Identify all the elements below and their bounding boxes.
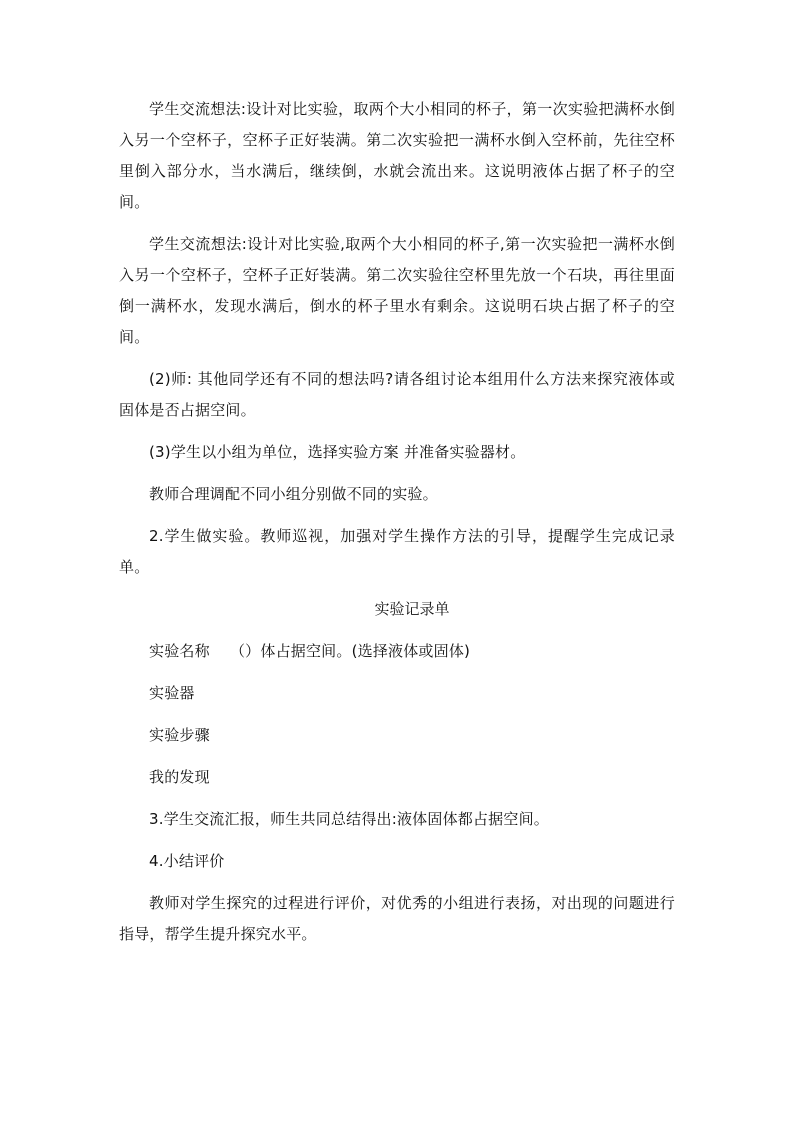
paragraph-summary: 3.学生交流汇报，师生共同总结得出:液体固体都占据空间。	[149, 810, 549, 828]
paragraph-teacher-allocation: 教师合理调配不同小组分别做不同的实验。	[149, 485, 438, 503]
paragraph-evaluation-heading: 4.小结评价	[149, 852, 225, 870]
record-sheet-findings-row: 我的发现	[149, 768, 210, 786]
paragraph-teacher-question: (2)师: 其他同学还有不同的想法吗?请各组讨论本组用什么方法来探究液体或固体是否占据空间。	[119, 370, 675, 419]
paragraph-liquid-experiment: 学生交流想法:设计对比实验，取两个大小相同的杯子，第一次实验把满杯水倒入另一个空杯子，空杯子正好装满。第二次实验把一满杯水倒入空杯前，先往空杯里倒入部分水，当水满后，继续倒，水就会流出来。这说明液体占据了杯子的空间。	[119, 100, 675, 211]
paragraph-evaluation: 教师对学生探究的过程进行评价，对优秀的小组进行表扬，对出现的问题进行指导，帮学生提升探究水平。	[119, 894, 675, 943]
record-sheet-name-row: 实验名称 （）体占据空间。(选择液体或固体)	[149, 642, 471, 660]
document-body	[119, 94, 675, 950]
paragraph-students-experiment: 2.学生做实验。教师巡视，加强对学生操作方法的引导，提醒学生完成记录单。	[119, 527, 675, 576]
paragraph-solid-experiment: 学生交流想法:设计对比实验,取两个大小相同的杯子,第一次实验把一满杯水倒入另一个空杯子，空杯子正好装满。第二次实验往空杯里先放一个石块，再往里面倒一满杯水，发现水满后，倒水的杯子里水有剩余。这说明石块占据了杯子的空间。	[119, 235, 675, 346]
paragraph-group-plan: (3)学生以小组为单位，选择实验方案 并准备实验器材。	[149, 443, 526, 461]
record-sheet-steps-row: 实验步骤	[149, 726, 210, 744]
record-sheet-title: 实验记录单	[374, 600, 450, 618]
record-sheet-equipment-row: 实验器	[149, 684, 195, 702]
